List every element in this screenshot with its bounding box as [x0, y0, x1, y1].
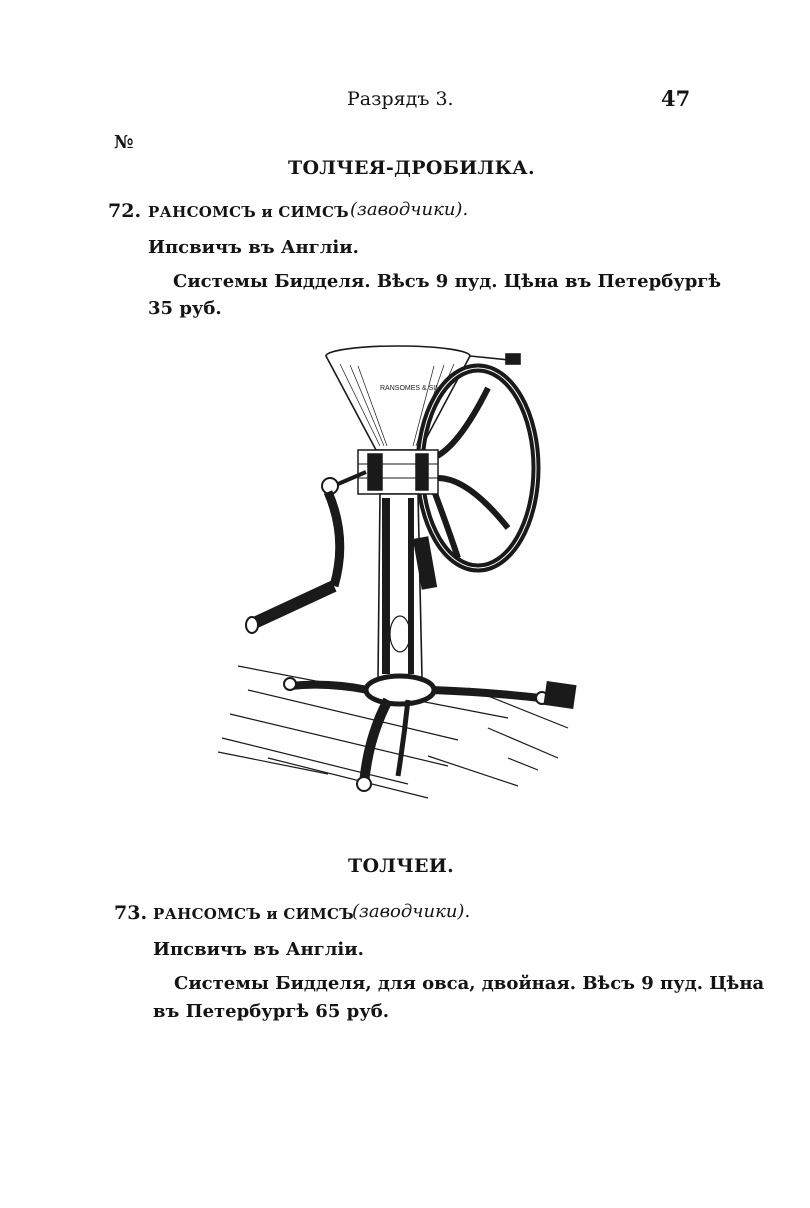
crusher-illustration — [208, 338, 588, 820]
hopper-caption: RANSOMES & SIMS — [380, 385, 446, 392]
entry-number: 73. — [114, 902, 148, 924]
crank-handle — [246, 472, 366, 633]
section-title-mills: ТОЛЧЕИ. — [348, 855, 454, 877]
entry-text-line: 35 руб. — [148, 298, 222, 319]
entry-text-line: Системы Бидделя. Вѣсъ 9 пуд. Цѣна въ Петербургѣ — [173, 271, 721, 292]
section-title-crusher: ТОЛЧЕЯ-ДРОБИЛКА. — [288, 157, 535, 179]
entry-place: Ипсвичъ въ Англіи. — [153, 939, 364, 960]
entry-role: (заводчики). — [352, 901, 471, 922]
entry-number: 72. — [108, 200, 142, 222]
number-mark: № — [114, 132, 134, 153]
page-number: 47 — [661, 86, 691, 111]
entry-text-line: Системы Бидделя, для овса, двойная. Вѣсъ 9 пуд. Цѣна — [174, 973, 765, 994]
entry-role: (заводчики). — [350, 199, 469, 220]
entry-place: Ипсвичъ въ Англіи. — [148, 237, 359, 258]
entry-makers: РАНСОМСЪ и СИМСЪ — [153, 905, 354, 923]
mill-head — [358, 450, 438, 494]
entry-text-line: въ Петербургѣ 65 руб. — [153, 1001, 389, 1022]
entry-makers: РАНСОМСЪ и СИМСЪ — [148, 203, 349, 221]
running-head: Разрядъ 3. — [347, 88, 454, 110]
